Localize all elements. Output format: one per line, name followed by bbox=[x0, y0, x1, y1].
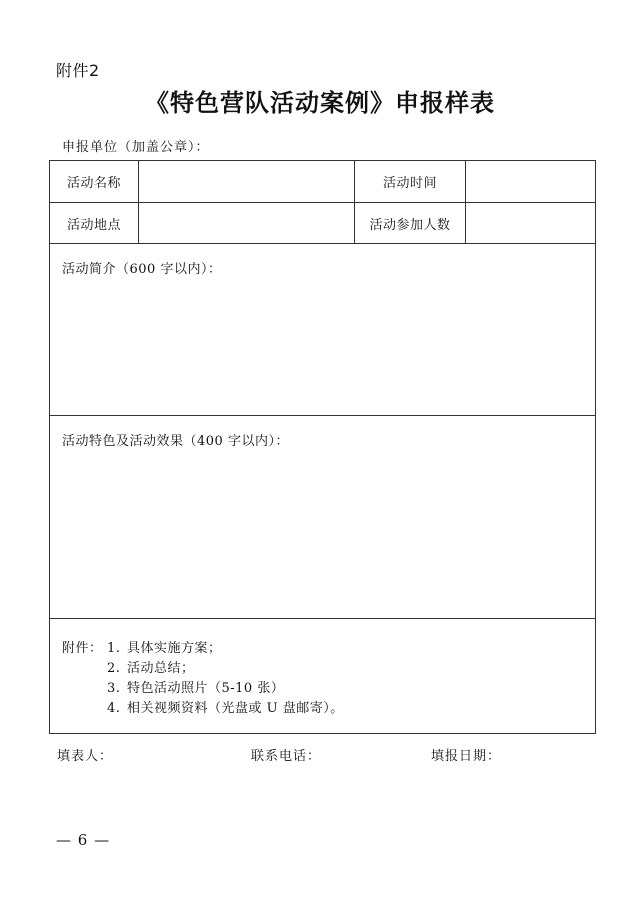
activity-place-field[interactable] bbox=[139, 203, 355, 244]
activity-time-label: 活动时间 bbox=[355, 161, 466, 203]
list-item: 3. 特色活动照片（5-10 张） bbox=[107, 681, 285, 696]
table-row bbox=[50, 619, 596, 734]
application-form-table bbox=[49, 160, 596, 734]
participants-label: 活动参加人数 bbox=[355, 203, 466, 244]
activity-features-label: 活动特色及活动效果（400 字以内）： bbox=[62, 434, 289, 449]
table-row bbox=[50, 203, 596, 244]
table-row bbox=[50, 416, 596, 619]
document-title: 《特色营队活动案例》申报样表 bbox=[145, 88, 495, 117]
attachment-label: 附件2 bbox=[56, 61, 100, 80]
attachments-prefix: 附件： bbox=[62, 641, 103, 656]
participants-field[interactable] bbox=[466, 203, 596, 244]
list-item: 附件： 1. 具体实施方案； bbox=[62, 639, 595, 659]
filler-label: 填表人： bbox=[57, 749, 114, 764]
activity-time-field[interactable] bbox=[466, 161, 596, 203]
activity-name-field[interactable] bbox=[139, 161, 355, 203]
activity-intro-field[interactable] bbox=[50, 244, 596, 416]
activity-name-label: 活动名称 bbox=[50, 161, 139, 203]
attachments-section bbox=[50, 619, 596, 734]
applicant-unit-label: 申报单位（加盖公章）： bbox=[62, 140, 210, 155]
date-label: 填报日期： bbox=[431, 749, 502, 764]
table-row bbox=[50, 161, 596, 203]
table-row bbox=[50, 244, 596, 416]
phone-label: 联系电话： bbox=[251, 749, 322, 764]
activity-place-label: 活动地点 bbox=[50, 203, 139, 244]
activity-features-field[interactable] bbox=[50, 416, 596, 619]
list-item: 2. 活动总结； bbox=[107, 661, 195, 676]
page-number: — 6 — bbox=[56, 831, 111, 849]
list-item: 4. 相关视频资料（光盘或 U 盘邮寄）。 bbox=[107, 701, 344, 716]
activity-intro-label: 活动简介（600 字以内）： bbox=[62, 262, 222, 277]
